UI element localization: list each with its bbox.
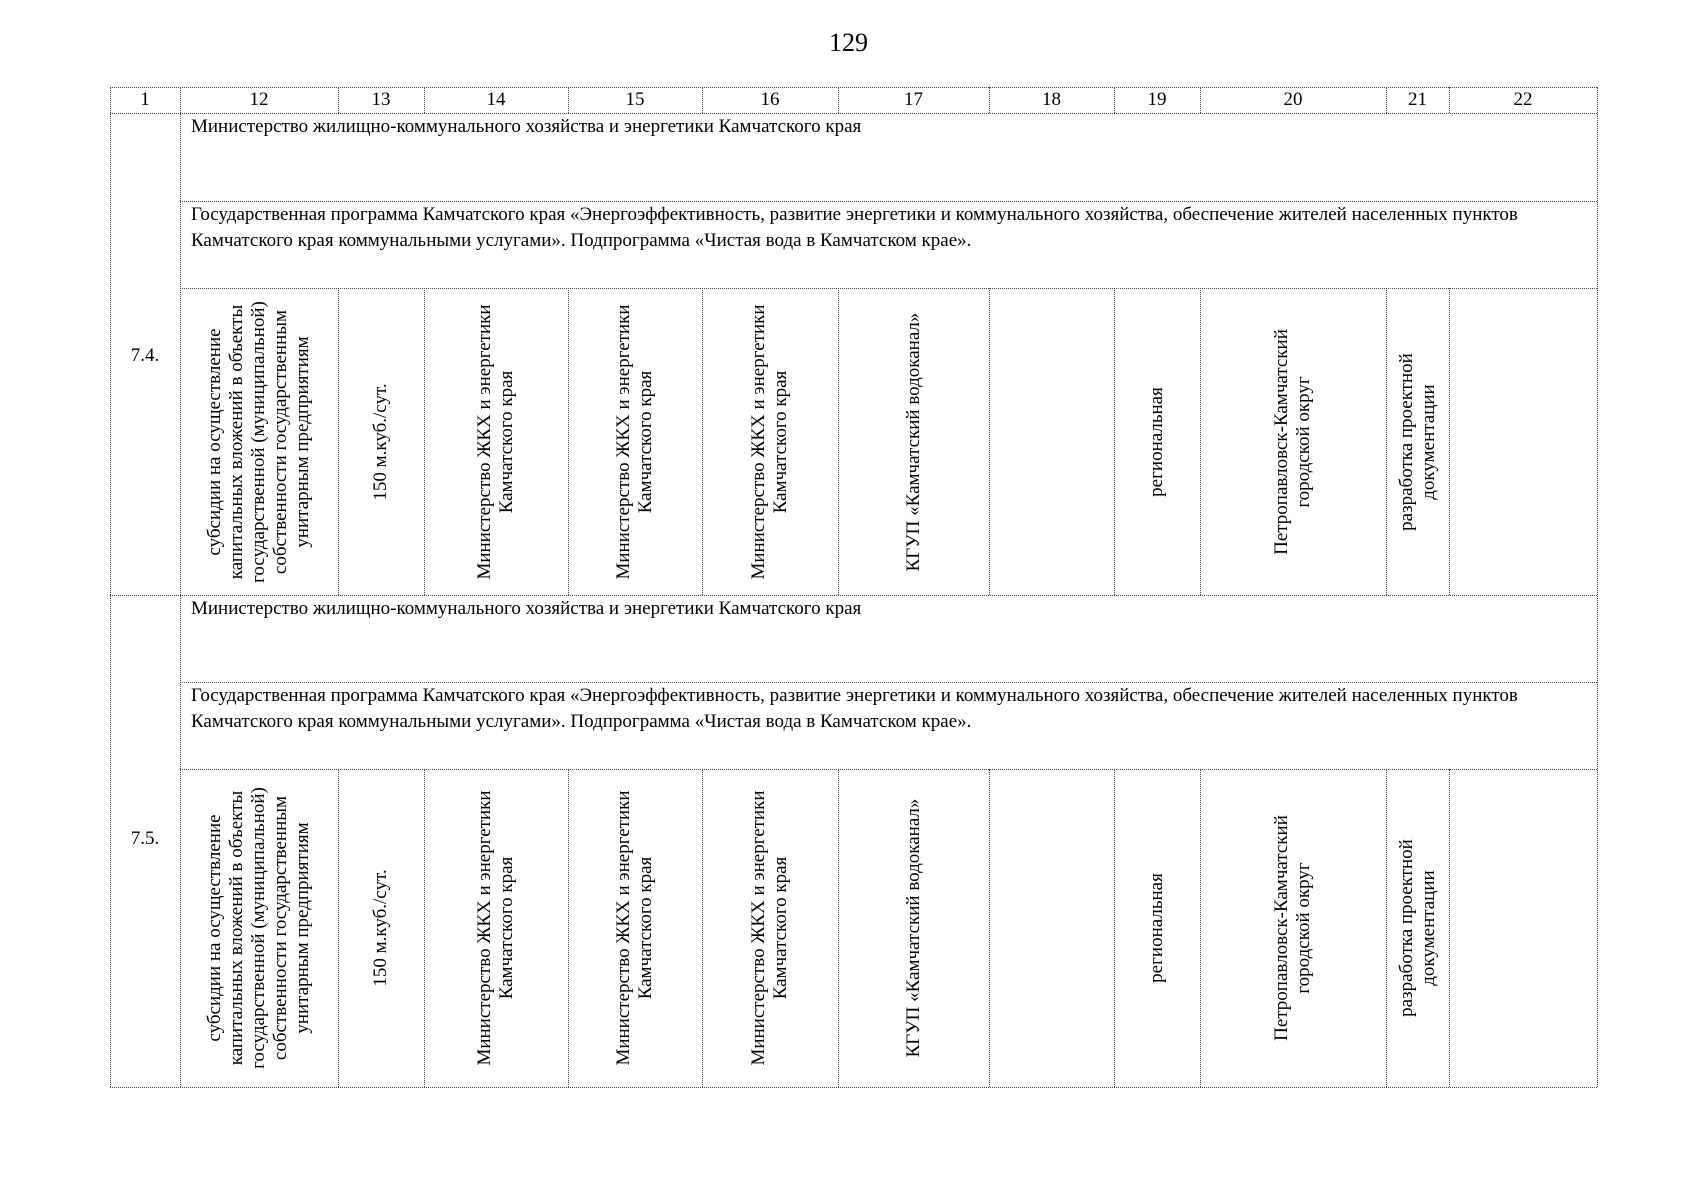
row-number: 7.5. <box>130 828 160 849</box>
cell-col-18 <box>989 769 1114 1087</box>
program-text: Государственная программа Камчатского края «Энергоэффективность, развитие энергетики и коммунального хозяйства, обеспечение жителей населенных пунктов Камчатского края коммунальными услугами». Подпрограмма «Чистая вода в Камчатском крае». <box>191 204 1518 251</box>
cell-col-12 <box>180 288 338 595</box>
header-col-20: 20 <box>1283 89 1303 110</box>
cell-col-13 <box>338 288 424 595</box>
cell-text: Петропавловск-Камчатский городской округ <box>1271 328 1314 555</box>
cell-col-22 <box>1449 288 1597 595</box>
cell-text: 150 м.куб./сут. <box>370 382 391 501</box>
cell-col-13 <box>338 769 424 1087</box>
cell-col-21 <box>1386 288 1449 595</box>
cell-col-17 <box>838 769 989 1087</box>
cell-col-20 <box>1200 288 1386 595</box>
ministry-text: Министерство жилищно-коммунального хозяйства и энергетики Камчатского края <box>191 116 862 137</box>
cell-text: Министерство ЖКХ и энергетики Камчатского края <box>748 303 791 580</box>
program-text: Государственная программа Камчатского края «Энергоэффективность, развитие энергетики и коммунального хозяйства, обеспечение жителей населенных пунктов Камчатского края коммунальными услугами». Подпрограмма «Чистая вода в Камчатском крае». <box>191 685 1518 732</box>
cell-text: субсидии на осуществление капитальных вложений в объекты государственной (муниципальной) собственности государственным унитарным предприятиям <box>204 787 313 1069</box>
cell-col-17 <box>838 288 989 595</box>
cell-col-16 <box>702 769 838 1087</box>
header-col-19: 19 <box>1147 89 1167 110</box>
cell-text: 150 м.куб./сут. <box>370 869 391 987</box>
cell-text: разработка проектной документации <box>1395 839 1439 1017</box>
cell-col-18 <box>989 288 1114 595</box>
cell-text: Министерство ЖКХ и энергетики Камчатского края <box>613 303 656 580</box>
cell-col-22 <box>1449 769 1597 1087</box>
cell-text: Министерство ЖКХ и энергетики Камчатского края <box>474 303 517 580</box>
cell-text: региональная <box>1146 873 1167 983</box>
header-col-18: 18 <box>1042 89 1061 110</box>
cell-col-14 <box>424 288 568 595</box>
header-col-14: 14 <box>486 89 506 110</box>
cell-text: разработка проектной документации <box>1395 352 1439 531</box>
header-col-16: 16 <box>760 89 780 110</box>
cell-text: КГУП «Камчатский водоканал» <box>902 798 924 1058</box>
cell-text: Министерство ЖКХ и энергетики Камчатского края <box>613 790 656 1066</box>
cell-col-20 <box>1200 769 1386 1087</box>
cell-text: Министерство ЖКХ и энергетики Камчатского края <box>474 790 517 1066</box>
header-col-22: 22 <box>1513 89 1533 110</box>
cell-col-21 <box>1386 769 1449 1087</box>
cell-col-15 <box>568 288 702 595</box>
row-number: 7.4. <box>130 345 160 366</box>
page-number: 129 <box>829 28 868 57</box>
header-col-13: 13 <box>371 89 391 110</box>
cell-text: Министерство ЖКХ и энергетики Камчатского края <box>748 790 791 1066</box>
header-col-17: 17 <box>904 89 923 110</box>
cell-col-15 <box>568 769 702 1087</box>
header-col-1: 1 <box>140 89 150 110</box>
cell-text: региональная <box>1146 386 1167 497</box>
cell-text: субсидии на осуществление капитальных вложений в объекты государственной (муниципальной) собственности государственным унитарным предприятиям <box>204 300 313 583</box>
cell-text: КГУП «Камчатский водоканал» <box>902 312 924 571</box>
ministry-text: Министерство жилищно-коммунального хозяйства и энергетики Камчатского края <box>191 598 862 619</box>
header-col-21: 21 <box>1408 89 1427 110</box>
cell-col-19 <box>1114 288 1200 595</box>
header-col-15: 15 <box>625 89 645 110</box>
cell-col-12 <box>180 769 338 1087</box>
cell-text: Петропавловск-Камчатский городской округ <box>1271 815 1314 1041</box>
header-col-12: 12 <box>249 89 269 110</box>
cell-col-14 <box>424 769 568 1087</box>
cell-col-19 <box>1114 769 1200 1087</box>
cell-col-16 <box>702 288 838 595</box>
